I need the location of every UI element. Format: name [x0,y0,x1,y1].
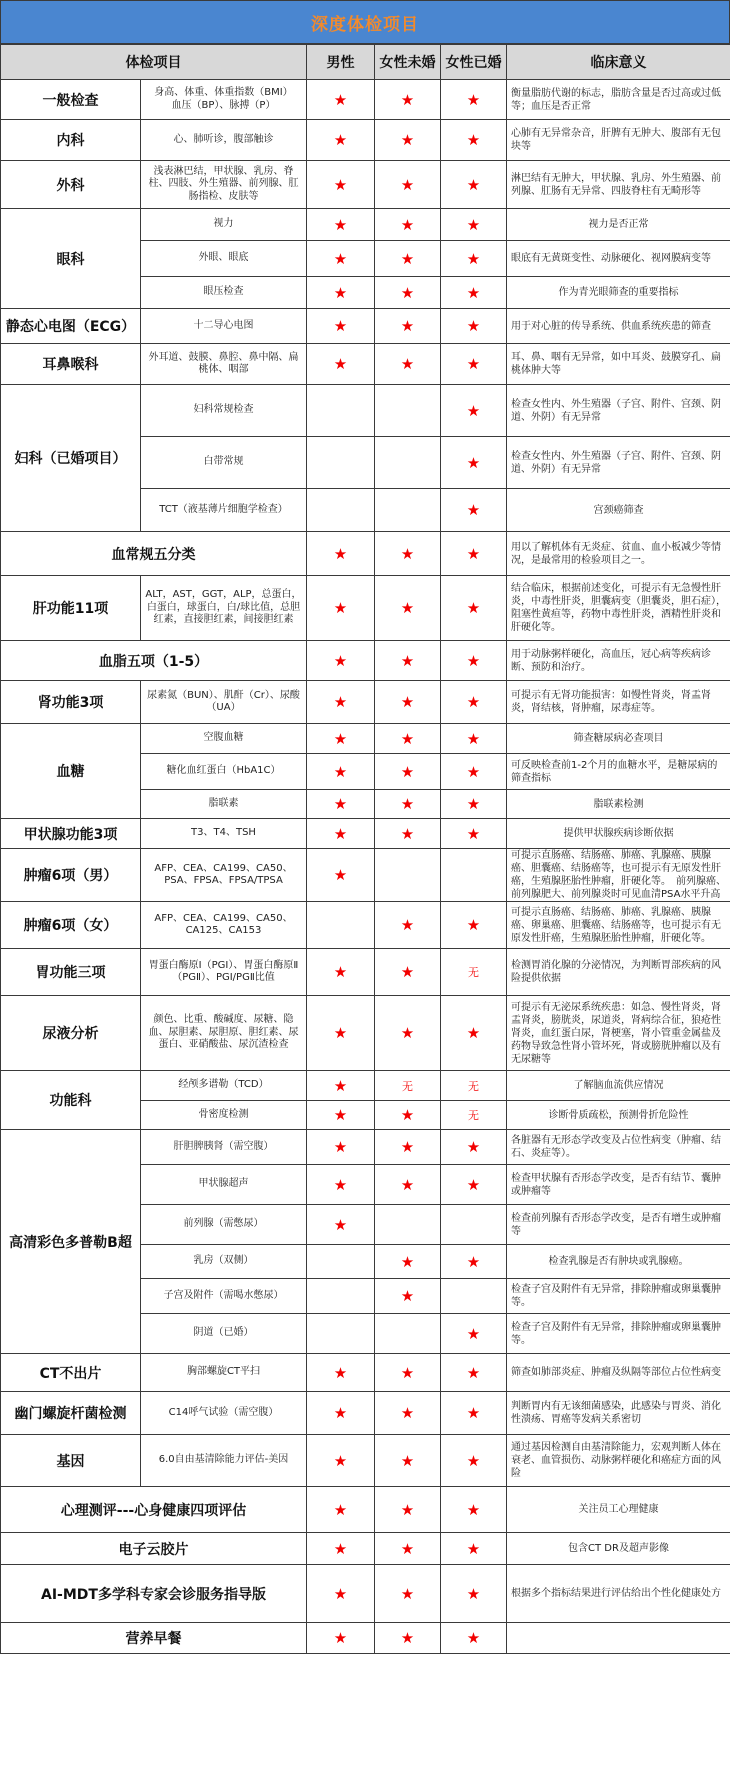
clinical-meaning-cell: 淋巴结有无肿大，甲状腺、乳房、外生殖器、前列腺、肛肠有无异常、四肢脊柱有无畸形等 [507,161,730,209]
category-cell: 心理测评---心身健康四项评估 [1,1487,307,1533]
female-unmarried-mark: ★ [375,209,441,241]
category-cell: 静态心电图（ECG） [1,309,141,344]
clinical-meaning-cell: 提供甲状腺疾病诊断依据 [507,819,730,849]
clinical-meaning-cell: 衡量脂肪代谢的标志，脂肪含量是否过高或过低等；血压是否正常 [507,80,730,120]
clinical-meaning-cell: 用于动脉粥样硬化，高血压，冠心病等疾病诊断、预防和治疗。 [507,641,730,681]
item-cell: TCT（液基薄片细胞学检查） [141,489,307,532]
female-married-mark: ★ [441,754,507,790]
item-cell: C14呼气试验（需空腹） [141,1392,307,1435]
table-row [1,1623,730,1654]
female-unmarried-mark: ★ [375,1354,441,1392]
female-unmarried-mark: ★ [375,681,441,724]
male-mark: ★ [307,996,375,1071]
category-cell: 甲状腺功能3项 [1,819,141,849]
female-unmarried-mark [375,1314,441,1354]
item-cell: 颜色、比重、酸碱度、尿糖、隐血、尿胆素、尿胆原、胆红素、尿蛋白、亚硝酸盐、尿沉渣检查 [141,996,307,1071]
female-married-mark: ★ [441,277,507,309]
category-cell: 肝功能11项 [1,576,141,641]
female-unmarried-mark: ★ [375,161,441,209]
female-unmarried-mark: ★ [375,1533,441,1565]
table-row [1,385,730,437]
female-unmarried-mark: ★ [375,1165,441,1205]
table-row [1,949,730,996]
female-married-mark: ★ [441,681,507,724]
female-married-mark: ★ [441,902,507,949]
female-unmarried-mark: ★ [375,1279,441,1314]
header-row [1,45,730,80]
category-cell: 肾功能3项 [1,681,141,724]
male-mark: ★ [307,80,375,120]
female-married-mark: ★ [441,489,507,532]
clinical-meaning-cell: 用以了解机体有无炎症、贫血、血小板减少等情况，是最常用的检验项目之一。 [507,532,730,576]
female-married-mark: ★ [441,641,507,681]
clinical-meaning-cell: 关注员工心理健康 [507,1487,730,1533]
female-married-mark [441,1205,507,1245]
table-row [1,1533,730,1565]
table-row [1,1392,730,1435]
item-cell: 白带常规 [141,437,307,489]
female-unmarried-mark: ★ [375,532,441,576]
male-mark: ★ [307,1071,375,1101]
male-mark: ★ [307,790,375,819]
clinical-meaning-cell: 检查乳腺是否有肿块或乳腺癌。 [507,1245,730,1279]
male-mark [307,437,375,489]
clinical-meaning-cell: 可反映检查前1-2个月的血糖水平，是糖尿病的筛查指标 [507,754,730,790]
table-row [1,209,730,241]
male-mark: ★ [307,1205,375,1245]
item-cell: 空腹血糖 [141,724,307,754]
clinical-meaning-cell: 检查甲状腺有否形态学改变，是否有结节、囊肿或肿瘤等 [507,1165,730,1205]
item-cell: ALT，AST，GGT，ALP，总蛋白，白蛋白，球蛋白，白/球比值，总胆红素，直接胆红素，间接胆红素 [141,576,307,641]
female-unmarried-mark: ★ [375,1101,441,1130]
female-married-mark: ★ [441,161,507,209]
table-row [1,576,730,641]
category-cell: CT不出片 [1,1354,141,1392]
female-unmarried-mark: ★ [375,996,441,1071]
clinical-meaning-cell: 眼底有无黄斑变性、动脉硬化、视网膜病变等 [507,241,730,277]
table-row [1,849,730,902]
female-married-mark: ★ [441,1314,507,1354]
checkup-table [0,44,730,1654]
female-unmarried-mark: ★ [375,120,441,161]
item-cell: 视力 [141,209,307,241]
female-married-mark: ★ [441,576,507,641]
item-cell: 脂联素 [141,790,307,819]
female-married-mark: ★ [441,309,507,344]
female-married-mark: ★ [441,532,507,576]
female-married-mark: ★ [441,996,507,1071]
clinical-meaning-cell: 根据多个指标结果进行评估给出个性化健康处方 [507,1565,730,1623]
female-unmarried-mark: ★ [375,1392,441,1435]
female-married-mark: ★ [441,1392,507,1435]
clinical-meaning-cell: 耳、鼻、咽有无异常，如中耳炎、鼓膜穿孔、扁桃体肿大等 [507,344,730,385]
item-cell: 乳房（双侧） [141,1245,307,1279]
table-row [1,1354,730,1392]
item-cell: 6.0自由基清除能力评估-美因 [141,1435,307,1487]
male-mark: ★ [307,754,375,790]
category-cell: 肿瘤6项（男） [1,849,141,902]
category-cell: 幽门螺旋杆菌检测 [1,1392,141,1435]
item-cell: AFP、CEA、CA199、CA50、PSA、FPSA、FPSA/TPSA [141,849,307,902]
item-cell: 糖化血红蛋白（HbA1C） [141,754,307,790]
female-unmarried-mark [375,1205,441,1245]
clinical-meaning-cell: 了解脑血流供应情况 [507,1071,730,1101]
category-cell: 肿瘤6项（女） [1,902,141,949]
clinical-meaning-cell: 用于对心脏的传导系统、供血系统疾患的筛查 [507,309,730,344]
male-mark [307,385,375,437]
female-unmarried-mark: ★ [375,641,441,681]
female-unmarried-mark: ★ [375,1245,441,1279]
male-mark: ★ [307,1354,375,1392]
female-unmarried-mark: ★ [375,790,441,819]
female-married-mark: ★ [441,724,507,754]
female-married-mark [441,1279,507,1314]
female-unmarried-mark [375,849,441,902]
category-cell: 外科 [1,161,141,209]
female-married-mark: ★ [441,1623,507,1654]
male-mark: ★ [307,1623,375,1654]
male-mark: ★ [307,641,375,681]
table-row [1,1565,730,1623]
male-mark: ★ [307,1533,375,1565]
clinical-meaning-cell: 宫颈癌筛查 [507,489,730,532]
clinical-meaning-cell: 检查女性内、外生殖器（子宫、附件、宫颈、阴道、外阴）有无异常 [507,437,730,489]
table-row [1,1487,730,1533]
female-unmarried-mark: ★ [375,344,441,385]
category-cell: 眼科 [1,209,141,309]
item-cell: 心、肺听诊，腹部触诊 [141,120,307,161]
table-row [1,819,730,849]
category-cell: 营养早餐 [1,1623,307,1654]
male-mark: ★ [307,277,375,309]
male-mark: ★ [307,120,375,161]
table-row [1,309,730,344]
category-cell: 一般检查 [1,80,141,120]
female-married-mark: 无 [441,1101,507,1130]
female-married-mark [441,849,507,902]
header-clinical-meaning: 临床意义 [507,45,730,80]
item-cell: AFP、CEA、CA199、CA50、CA125、CA153 [141,902,307,949]
female-married-mark: ★ [441,1533,507,1565]
male-mark [307,902,375,949]
page-title: 深度体检项目 [0,0,730,44]
category-cell: 内科 [1,120,141,161]
clinical-meaning-cell: 筛查糖尿病必查项目 [507,724,730,754]
item-cell: T3、T4、TSH [141,819,307,849]
female-unmarried-mark: ★ [375,277,441,309]
table-row [1,996,730,1071]
male-mark: ★ [307,1565,375,1623]
female-unmarried-mark: ★ [375,1435,441,1487]
category-cell: 高清彩色多普勒B超 [1,1130,141,1354]
female-married-mark: 无 [441,949,507,996]
item-cell: 十二导心电图 [141,309,307,344]
item-cell: 尿素氮（BUN）、肌酐（Cr）、尿酸（UA） [141,681,307,724]
category-cell: 耳鼻喉科 [1,344,141,385]
female-unmarried-mark: ★ [375,819,441,849]
category-cell: 妇科（已婚项目） [1,385,141,532]
clinical-meaning-cell: 可提示直肠癌、结肠癌、肺癌、乳腺癌、胰腺癌、胆囊癌、结肠癌等，也可提示有无原发性肝癌，生殖腺胚胎性肿瘤，肝硬化等。 前列腺癌、前列腺肥大、前列腺炎时可见血清PSA水平升高 [507,849,730,902]
female-married-mark: ★ [441,1354,507,1392]
male-mark: ★ [307,819,375,849]
clinical-meaning-cell: 通过基因检测自由基清除能力，宏观判断人体在衰老、血管损伤、动脉粥样硬化和癌症方面的风险 [507,1435,730,1487]
male-mark: ★ [307,1130,375,1165]
table-row [1,120,730,161]
female-unmarried-mark [375,489,441,532]
male-mark: ★ [307,532,375,576]
female-unmarried-mark: 无 [375,1071,441,1101]
table-row [1,681,730,724]
clinical-meaning-cell: 各脏器有无形态学改变及占位性病变（肿瘤、结石、炎症等）。 [507,1130,730,1165]
female-married-mark: ★ [441,385,507,437]
table-row [1,641,730,681]
header-item: 体检项目 [1,45,307,80]
female-unmarried-mark: ★ [375,1130,441,1165]
item-cell: 子宫及附件（需喝水憋尿） [141,1279,307,1314]
clinical-meaning-cell: 可提示有无泌尿系统疾患：如急、慢性肾炎，肾盂肾炎，膀胱炎，尿道炎，肾病综合征，狼疮性肾炎，血红蛋白尿，肾梗塞，肾小管重金属盐及药物导致急性肾小管坏死，肾或膀胱肿瘤以及有无尿糖等 [507,996,730,1071]
clinical-meaning-cell: 诊断骨质疏松，预测骨折危险性 [507,1101,730,1130]
clinical-meaning-cell: 可提示直肠癌、结肠癌、肺癌、乳腺癌、胰腺癌、卵巢癌、胆囊癌、结肠癌等，也可提示有无原发性肝癌，生殖腺胚胎性肿瘤，肝硬化等。 [507,902,730,949]
category-cell: 血常规五分类 [1,532,307,576]
clinical-meaning-cell: 检查女性内、外生殖器（子宫、附件、宫颈、阴道、外阴）有无异常 [507,385,730,437]
clinical-meaning-cell: 可提示有无肾功能损害：如慢性肾炎，肾盂肾炎，肾结核，肾肿瘤，尿毒症等。 [507,681,730,724]
female-unmarried-mark [375,437,441,489]
header-female-unmarried: 女性未婚 [375,45,441,80]
item-cell: 外耳道、鼓膜、鼻腔、鼻中隔、扁桃体、咽部 [141,344,307,385]
clinical-meaning-cell: 检查子宫及附件有无异常，排除肿瘤或卵巢囊肿等。 [507,1314,730,1354]
clinical-meaning-cell: 视力是否正常 [507,209,730,241]
male-mark: ★ [307,724,375,754]
item-cell: 甲状腺超声 [141,1165,307,1205]
male-mark: ★ [307,576,375,641]
item-cell: 经颅多谱勒（TCD） [141,1071,307,1101]
category-cell: 基因 [1,1435,141,1487]
male-mark: ★ [307,681,375,724]
female-unmarried-mark: ★ [375,309,441,344]
header-female-married: 女性已婚 [441,45,507,80]
category-cell: 血脂五项（1-5） [1,641,307,681]
clinical-meaning-cell: 检查子宫及附件有无异常，排除肿瘤或卵巢囊肿等。 [507,1279,730,1314]
male-mark: ★ [307,1101,375,1130]
female-unmarried-mark: ★ [375,576,441,641]
male-mark: ★ [307,949,375,996]
table-row [1,1071,730,1101]
female-married-mark: ★ [441,819,507,849]
clinical-meaning-cell: 心肺有无异常杂音，肝脾有无肿大、腹部有无包块等 [507,120,730,161]
table-row [1,80,730,120]
clinical-meaning-cell: 包含CT DR及超声影像 [507,1533,730,1565]
item-cell: 骨密度检测 [141,1101,307,1130]
female-married-mark: ★ [441,1130,507,1165]
item-cell: 胸部螺旋CT平扫 [141,1354,307,1392]
item-cell: 外眼、眼底 [141,241,307,277]
item-cell: 浅表淋巴结，甲状腺、乳房、脊柱、四肢、外生殖器、前列腺、肛肠指检、皮肤等 [141,161,307,209]
female-married-mark: ★ [441,1487,507,1533]
clinical-meaning-cell: 筛查如肺部炎症、肿瘤及纵隔等部位占位性病变 [507,1354,730,1392]
male-mark: ★ [307,344,375,385]
clinical-meaning-cell: 脂联素检测 [507,790,730,819]
clinical-meaning-cell: 判断胃内有无该细菌感染，此感染与胃炎、消化性溃疡、胃癌等发病关系密切 [507,1392,730,1435]
male-mark: ★ [307,849,375,902]
category-cell: 血糖 [1,724,141,819]
item-cell: 眼压检查 [141,277,307,309]
header-male: 男性 [307,45,375,80]
female-unmarried-mark: ★ [375,1487,441,1533]
male-mark: ★ [307,309,375,344]
female-unmarried-mark: ★ [375,902,441,949]
clinical-meaning-cell: 结合临床，根据前述变化，可提示有无急慢性肝炎，中毒性肝炎，胆囊病变（胆囊炎，胆石症），阻塞性黄疸等，药物中毒性肝炎，酒精性肝炎和肝硬化等。 [507,576,730,641]
male-mark [307,1314,375,1354]
female-married-mark: ★ [441,344,507,385]
male-mark: ★ [307,1435,375,1487]
table-row [1,532,730,576]
female-married-mark: ★ [441,80,507,120]
female-married-mark: ★ [441,241,507,277]
clinical-meaning-cell: 作为青光眼筛查的重要指标 [507,277,730,309]
female-married-mark: ★ [441,1565,507,1623]
item-cell: 肝胆脾胰肾（需空腹） [141,1130,307,1165]
clinical-meaning-cell: 检查前列腺有否形态学改变，是否有增生或肿瘤等 [507,1205,730,1245]
female-unmarried-mark: ★ [375,241,441,277]
female-unmarried-mark: ★ [375,1565,441,1623]
male-mark: ★ [307,209,375,241]
male-mark: ★ [307,241,375,277]
male-mark: ★ [307,1392,375,1435]
category-cell: AI-MDT多学科专家会诊服务指导版 [1,1565,307,1623]
female-unmarried-mark: ★ [375,1623,441,1654]
female-unmarried-mark [375,385,441,437]
category-cell: 胃功能三项 [1,949,141,996]
male-mark: ★ [307,161,375,209]
clinical-meaning-cell: 检测胃消化腺的分泌情况，为判断胃部疾病的风险提供依据 [507,949,730,996]
item-cell: 妇科常规检查 [141,385,307,437]
female-married-mark: ★ [441,1435,507,1487]
category-cell: 尿液分析 [1,996,141,1071]
clinical-meaning-cell [507,1623,730,1654]
male-mark: ★ [307,1487,375,1533]
female-married-mark: ★ [441,1245,507,1279]
table-row [1,1130,730,1165]
item-cell: 胃蛋白酶原Ⅰ（PGⅠ）、胃蛋白酶原Ⅱ（PGⅡ）、PGⅠ/PGⅡ比值 [141,949,307,996]
male-mark [307,489,375,532]
table-row [1,1435,730,1487]
female-married-mark: ★ [441,1165,507,1205]
category-cell: 电子云胶片 [1,1533,307,1565]
item-cell: 前列腺（需憋尿） [141,1205,307,1245]
female-married-mark: ★ [441,790,507,819]
item-cell: 阴道（已婚） [141,1314,307,1354]
female-unmarried-mark: ★ [375,949,441,996]
male-mark [307,1279,375,1314]
female-unmarried-mark: ★ [375,754,441,790]
item-cell: 身高、体重、体重指数（BMI） 血压（BP）、脉搏（P） [141,80,307,120]
category-cell: 功能科 [1,1071,141,1130]
female-unmarried-mark: ★ [375,724,441,754]
table-row [1,724,730,754]
table-row [1,902,730,949]
female-unmarried-mark: ★ [375,80,441,120]
male-mark [307,1245,375,1279]
female-married-mark: 无 [441,1071,507,1101]
table-row [1,344,730,385]
female-married-mark: ★ [441,120,507,161]
table-row [1,161,730,209]
female-married-mark: ★ [441,209,507,241]
female-married-mark: ★ [441,437,507,489]
male-mark: ★ [307,1165,375,1205]
